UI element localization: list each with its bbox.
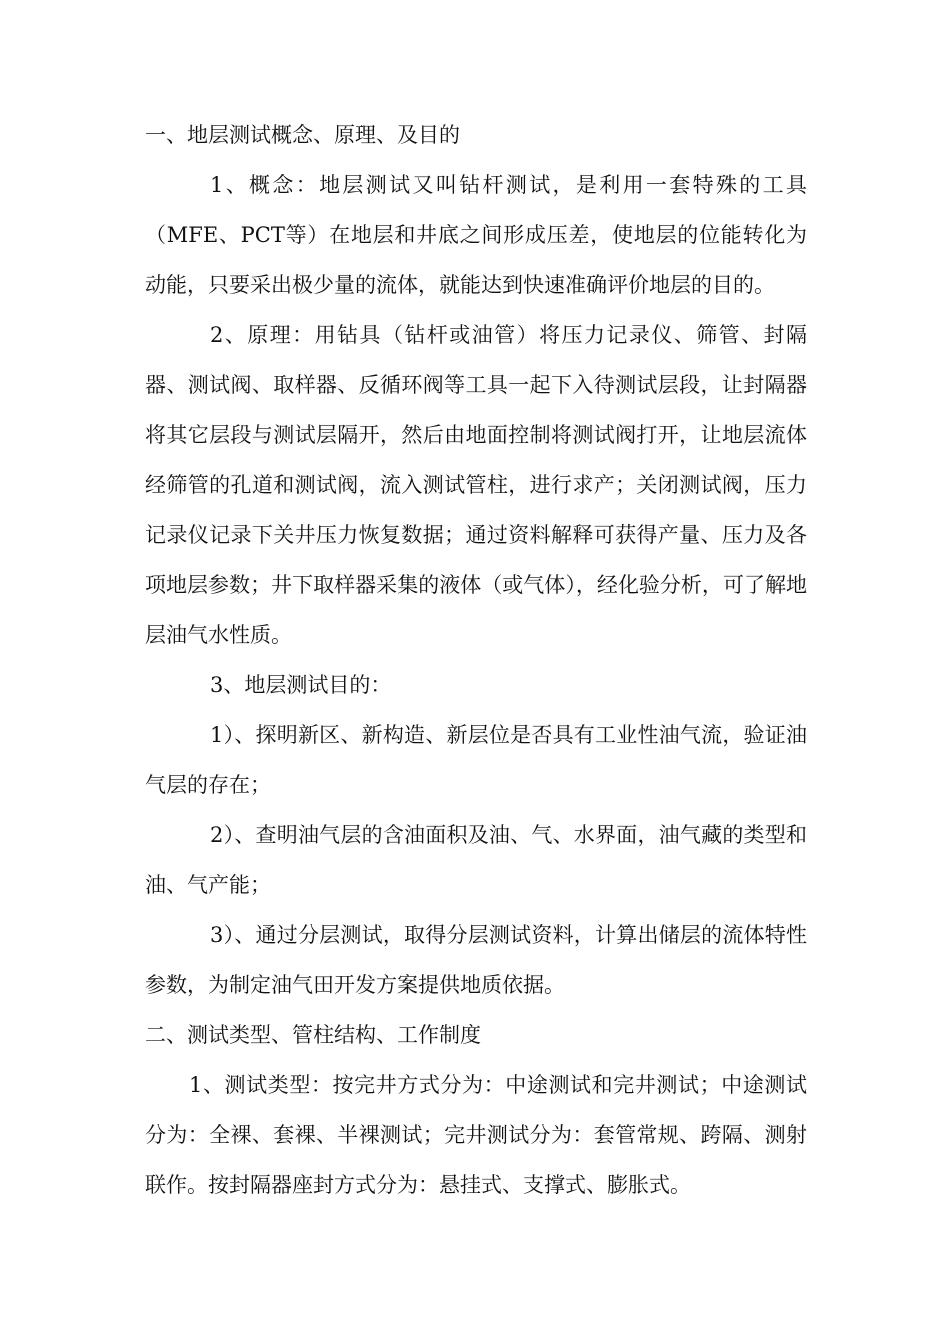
section1-heading: 一、地层测试概念、原理、及目的 [145, 123, 460, 147]
concept-paragraph: 1、概念：地层测试又叫钻杆测试，是利用一套特殊的工具（MFE、PCT等）在地层和井底之间形成压差，使地层的位能转化为动能，只要采出极少量的流体，就能达到快速准确评价地层的目的。 [145, 173, 807, 297]
purpose-heading: 3、地层测试目的： [210, 673, 392, 697]
test-types-paragraph: 1、测试类型：按完井方式分为：中途测试和完井测试；中途测试分为：全裸、套裸、半裸测试；完井测试分为：套管常规、跨隔、测射联作。按封隔器座封方式分为：悬挂式、支撑式、膨胀式。 [145, 1073, 807, 1197]
section2-heading: 二、测试类型、管柱结构、工作制度 [145, 1023, 481, 1047]
principle-paragraph: 2、原理：用钻具（钻杆或油管）将压力记录仪、筛管、封隔器、测试阀、取样器、反循环阀等工具一起下入待测试层段，让封隔器将其它层段与测试层隔开，然后由地面控制将测试阀打开，让地层流体经筛管的孔道和测试阀，流入测试管柱，进行求产；关闭测试阀，压力记录仪记录下关井压力恢复数据；通过资料解释可获得产量、压力及各项地层参数；井下取样器采集的液体（或气体），经化验分析，可了解地层油气水性质。 [145, 323, 807, 647]
document-body [145, 110, 807, 1210]
purpose-item-2: 2）、查明油气层的含油面积及油、气、水界面，油气藏的类型和油、气产能； [145, 823, 807, 897]
purpose-item-3: 3）、通过分层测试，取得分层测试资料，计算出储层的流体特性参数，为制定油气田开发方案提供地质依据。 [145, 923, 807, 997]
purpose-item-1: 1）、探明新区、新构造、新层位是否具有工业性油气流，验证油气层的存在； [145, 723, 807, 797]
